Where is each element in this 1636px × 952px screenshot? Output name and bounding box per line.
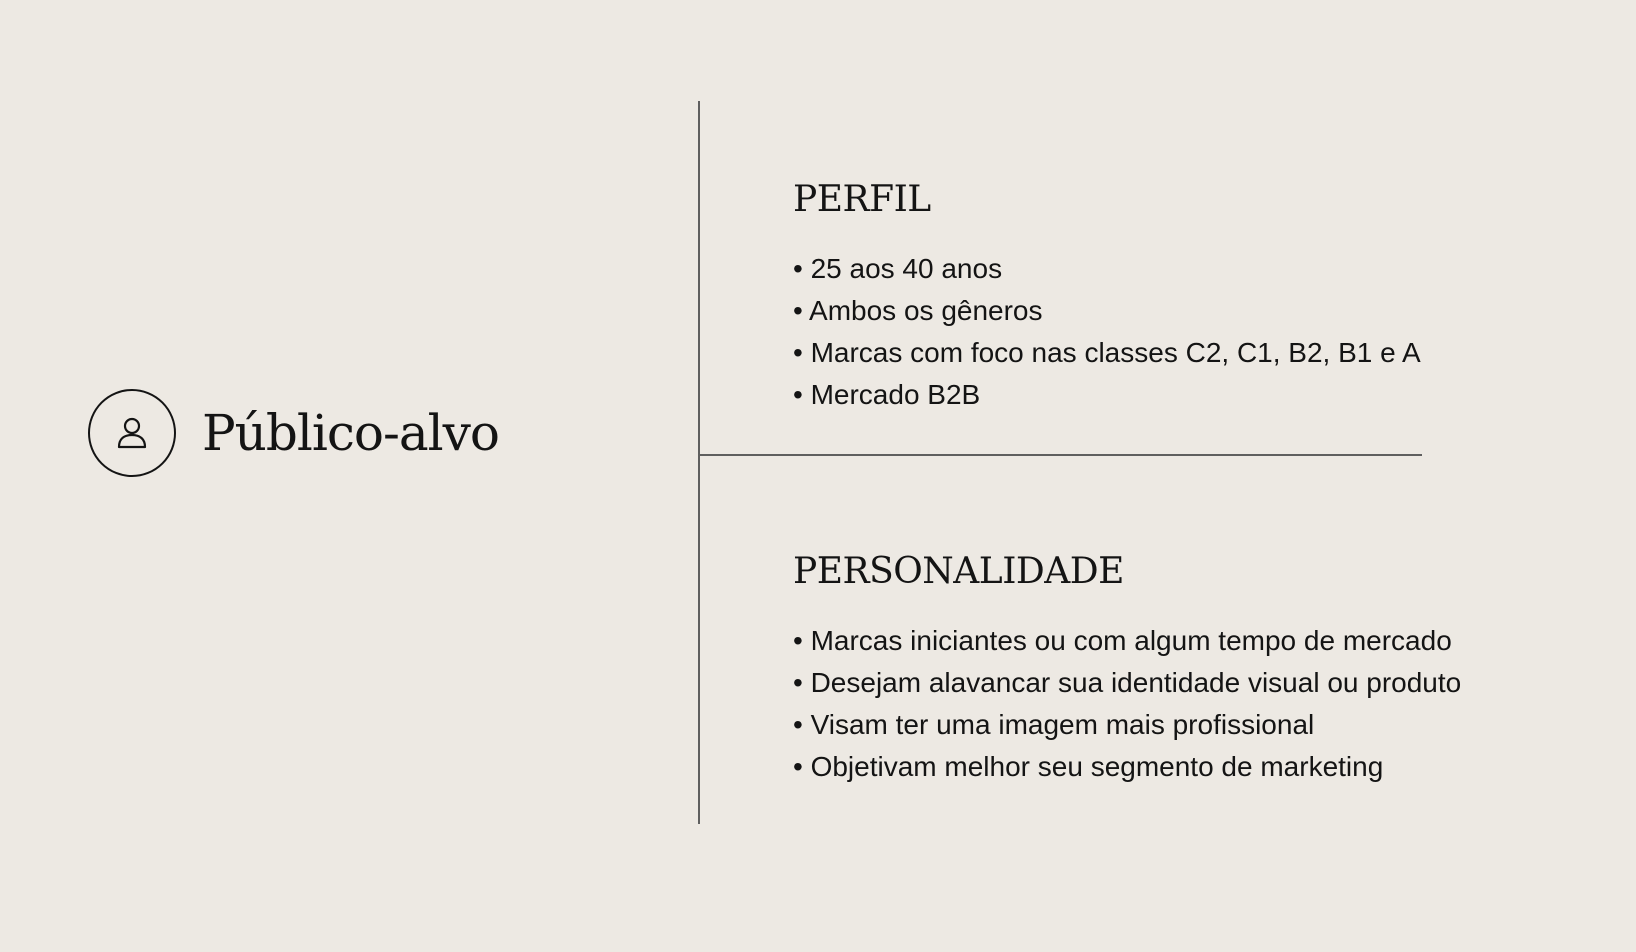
- perfil-item: • Marcas com foco nas classes C2, C1, B2, B1 e A: [793, 336, 1421, 368]
- perfil-item: • Ambos os gêneros: [793, 294, 1043, 326]
- perfil-item: • 25 aos 40 anos: [793, 252, 1003, 284]
- personalidade-item: • Desejam alavancar sua identidade visual ou produto: [793, 666, 1462, 698]
- vertical-divider: [698, 101, 700, 824]
- personalidade-item: • Marcas iniciantes ou com algum tempo de mercado: [793, 624, 1452, 656]
- horizontal-divider: [698, 454, 1422, 456]
- personalidade-list: [793, 620, 1461, 788]
- user-icon: [88, 389, 176, 477]
- perfil-list: [793, 248, 1421, 416]
- audience-header: [88, 389, 499, 477]
- personalidade-heading: PERSONALIDADE: [793, 551, 1124, 592]
- perfil-heading: PERFIL: [793, 179, 931, 220]
- personalidade-item: • Objetivam melhor seu segmento de marketing: [793, 750, 1384, 782]
- perfil-item: • Mercado B2B: [793, 378, 981, 410]
- page-title: Público-alvo: [202, 404, 499, 462]
- perfil-section: [793, 180, 1421, 416]
- personalidade-item: • Visam ter uma imagem mais profissional: [793, 708, 1315, 740]
- personalidade-section: [793, 552, 1461, 788]
